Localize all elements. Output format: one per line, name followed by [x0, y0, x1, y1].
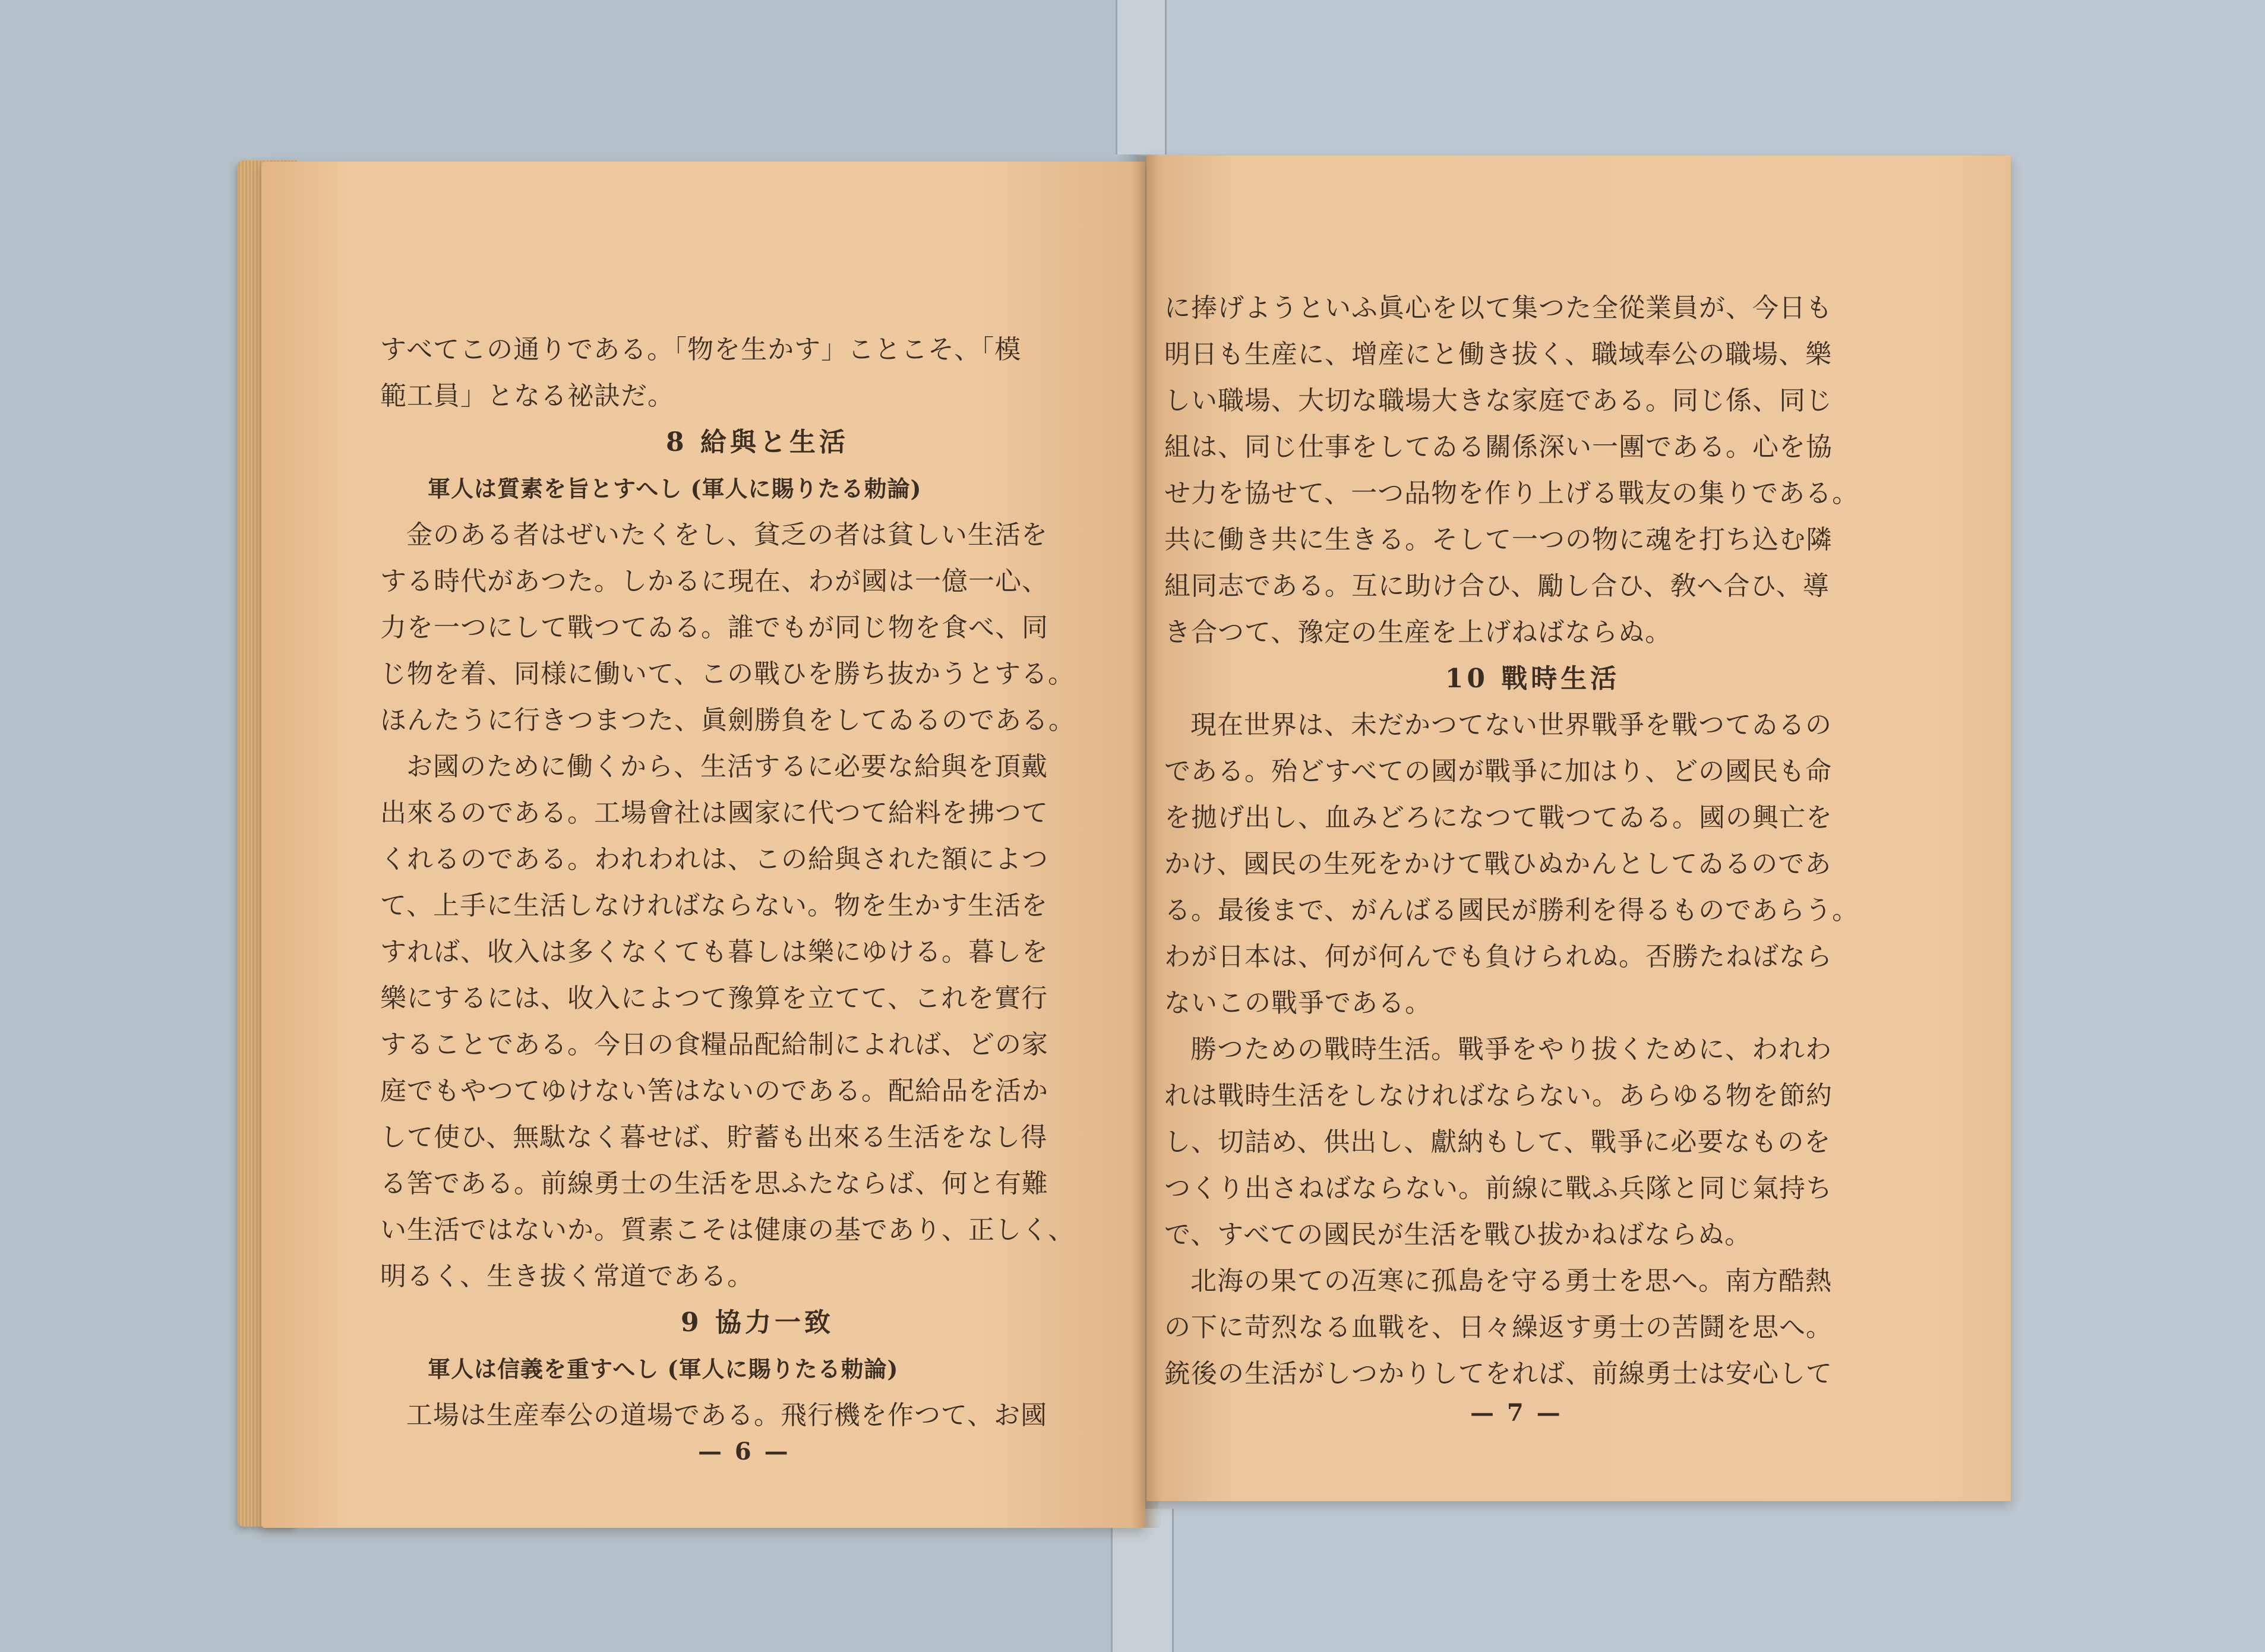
- text-line: 工場は生産奉公の道場である。飛行機を作つて、お國: [406, 1400, 1048, 1430]
- section-quote: 軍人は質素を旨とすへし (軍人に賜りたる勅論): [428, 475, 922, 502]
- text-line: し、切詰め、供出し、獻納もして、戰爭に必要なものを: [1164, 1127, 1831, 1157]
- section-heading-10: 10 戰時生活: [1445, 664, 1620, 694]
- text-line: せ力を協せて、一つ品物を作り上げる戰友の集りである。: [1164, 478, 1859, 508]
- text-line: る。最後まで、がんばる國民が勝利を得るものであらう。: [1164, 895, 1859, 926]
- text-line: じ物を着、同様に働いて、この戰ひを勝ち抜かうとする。: [380, 659, 1075, 689]
- section-quote: 軍人は信義を重すへし (軍人に賜りたる勅論): [428, 1356, 899, 1382]
- section-heading-8: 8 給與と生活: [666, 427, 849, 457]
- text-line: い生活ではないか。質素こそは健康の基であり、正しく、: [380, 1215, 1075, 1245]
- book-gutter: [1132, 156, 1161, 1528]
- text-line: しい職場、大切な職場大きな家庭である。同じ係、同じ: [1164, 386, 1833, 416]
- text-line: すべてこの通りである。「物を生かす」ことこそ、「模: [380, 334, 1022, 365]
- section-heading-9: 9 協力一致: [681, 1307, 834, 1338]
- text-line: わが日本は、何が何んでも負けられぬ。否勝たねばなら: [1164, 942, 1833, 972]
- text-line: 勝つための戰時生活。戰爭をやり拔くために、われわ: [1190, 1034, 1832, 1065]
- text-line: 出來るのである。工場會社は國家に代つて給料を拂つて: [380, 798, 1048, 828]
- text-line: すれば、收入は多くなくても暮しは樂にゆける。暮しを: [380, 937, 1048, 967]
- binding-strip-top: [1116, 0, 1167, 154]
- text-line: くれるのである。われわれは、この給與された額によつ: [380, 844, 1048, 874]
- text-line: かけ、國民の生死をかけて戰ひぬかんとしてゐるのであ: [1164, 849, 1832, 879]
- page-number-left: — 6 —: [698, 1438, 791, 1465]
- left-page-text: [380, 327, 1135, 1439]
- text-line: 範工員」となる祕訣だ。: [380, 381, 674, 411]
- text-line: 組は、同じ仕事をしてゐる關係深い一團である。心を協: [1164, 432, 1833, 462]
- right-page-text: [1164, 285, 1901, 1397]
- text-line: き合つて、豫定の生産を上げねばならぬ。: [1164, 617, 1672, 647]
- text-line: る筈である。前線勇士の生活を思ふたならば、何と有難: [380, 1168, 1048, 1199]
- text-line: 金のある者はぜいたくをし、貧乏の者は貧しい生活を: [406, 520, 1048, 550]
- text-line: つくり出さねばならない。前線に戰ふ兵隊と同じ氣持ち: [1164, 1173, 1833, 1204]
- text-line: して使ひ、無駄なく暮せば、貯蓄も出來る生活をなし得: [380, 1122, 1048, 1152]
- text-line: 明るく、生き拔く常道である。: [380, 1261, 754, 1291]
- text-line: 銃後の生活がしつかりしてをれば、前線勇士は安心して: [1164, 1359, 1833, 1389]
- text-line: ないこの戰爭である。: [1164, 988, 1432, 1018]
- text-line: 共に働き共に生きる。そして一つの物に魂を打ち込む隣: [1164, 525, 1833, 555]
- text-line: で、すべての國民が生活を戰ひ拔かねばならぬ。: [1164, 1220, 1752, 1250]
- page-number-right: — 7 —: [1470, 1399, 1563, 1427]
- text-line: 力を一つにして戰つてゐる。誰でもが同じ物を食べ、同: [380, 612, 1048, 643]
- text-line: である。殆どすべての國が戰爭に加はり、どの國民も命: [1164, 756, 1833, 786]
- text-line: 樂にするには、收入によつて豫算を立てて、これを實行: [380, 983, 1048, 1013]
- binding-strip-bottom: [1111, 1509, 1174, 1652]
- text-line: 北海の果ての冱寒に孤島を守る勇士を思へ。南方酷熱: [1190, 1266, 1832, 1296]
- text-line: れは戰時生活をしなければならない。あらゆる物を節約: [1164, 1081, 1833, 1111]
- text-line: を拋げ出し、血みどろになつて戰つてゐる。國の興亡を: [1164, 803, 1833, 833]
- text-line: 組同志である。互に助け合ひ、勵し合ひ、敎へ合ひ、導: [1164, 571, 1830, 601]
- text-line: 現在世界は、未だかつてない世界戰爭を戰つてゐるの: [1190, 710, 1832, 740]
- text-line: ほんたうに行きつまつた、眞劍勝負をしてゐるのである。: [380, 705, 1075, 735]
- text-line: の下に苛烈なる血戰を、日々繰返す勇士の苦鬪を思へ。: [1164, 1312, 1833, 1343]
- text-line: することである。今日の食糧品配給制によれば、どの家: [380, 1029, 1048, 1060]
- text-line: 明日も生産に、增産にと働き拔く、職域奉公の職場、樂: [1164, 339, 1833, 369]
- text-line: て、上手に生活しなければならない。物を生かす生活を: [380, 890, 1048, 921]
- text-line: 庭でもやつてゆけない筈はないのである。配給品を活か: [380, 1076, 1048, 1106]
- text-line: に捧げようといふ眞心を以て集つた全從業員が、今日も: [1164, 293, 1833, 323]
- text-line: する時代があつた。しかるに現在、わが國は一億一心、: [380, 566, 1048, 596]
- text-line: お國のために働くから、生活するに必要な給與を頂戴: [406, 751, 1048, 782]
